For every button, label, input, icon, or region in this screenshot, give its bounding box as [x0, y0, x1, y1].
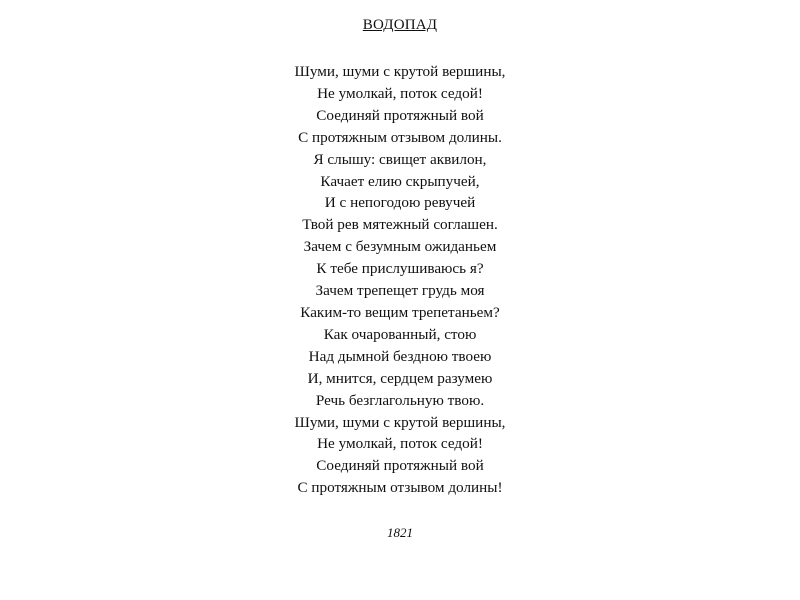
poem-line: Каким-то вещим трепетаньем?: [300, 303, 500, 321]
poem-line: Зачем трепещет грудь моя: [315, 282, 485, 300]
poem-line: Шуми, шуми с крутой вершины,: [294, 413, 506, 431]
poem-line: К тебе прислушиваюсь я?: [316, 260, 484, 278]
poem-line: Над дымной безднoю твоею: [308, 347, 492, 365]
poem-title: ВОДОПАД: [362, 17, 438, 33]
poem-line: Я слышу: свищет аквилон,: [313, 150, 487, 168]
poem-line: Твой рев мятежный соглашен.: [302, 216, 498, 234]
poem-line: И с непогодою ревучей: [324, 194, 476, 212]
poem-line: Не умолкай, поток седой!: [317, 435, 483, 453]
poem-line: Соединяй протяжный вой: [316, 457, 484, 475]
poem-line: Как очарованный, стою: [323, 325, 477, 343]
poem-line: Зачем с безумным ожиданьем: [303, 238, 497, 256]
poem-line: Соединяй протяжный вой: [316, 106, 484, 124]
poem-line: И, мнится, сердцем разумею: [307, 369, 493, 387]
poem-year: 1821: [387, 525, 413, 540]
poem-text: [0, 61, 800, 499]
poem-line: С протяжным отзывом долины.: [298, 128, 502, 146]
poem-line: Качает елию скрыпучей,: [320, 172, 480, 190]
poem-line: Шуми, шуми с крутой вершины,: [294, 63, 506, 80]
poem-line: С протяжным отзывом долины!: [297, 479, 503, 497]
poem-line: Не умолкай, поток седой!: [317, 84, 483, 102]
poem-line: Речь безглагольную твою.: [315, 391, 485, 409]
